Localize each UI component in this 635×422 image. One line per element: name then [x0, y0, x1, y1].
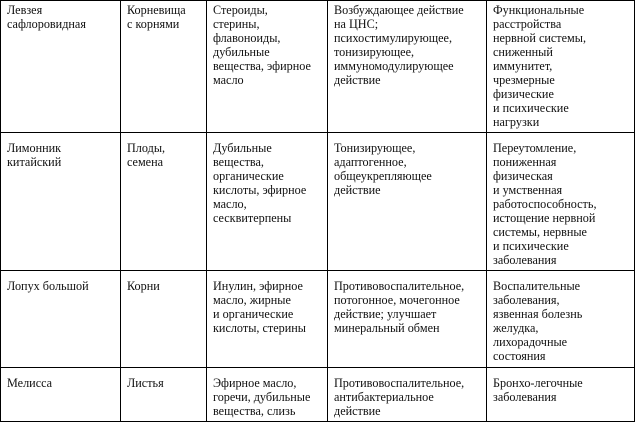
- plant-name-cell: Мелисса: [1, 368, 121, 422]
- action-cell: Противовоспалительное, антибактериальное действие: [328, 368, 487, 422]
- table-row: [1, 1, 635, 133]
- table-row: [1, 133, 635, 271]
- action-cell: Тонизирующее, адаптогенное, общеукрепляющее действие: [328, 133, 487, 271]
- indications-cell: Функциональные расстройства нервной системы, сниженный иммунитет, чрезмерные физические и психические нагрузки: [487, 1, 635, 133]
- action-cell: Возбуждающее действие на ЦНС; психостимулирующее, тонизирующее, иммуномодулирующее действие: [328, 1, 487, 133]
- action-cell: Противовоспалительное, потогонное, мочегонное действие; улучшает минеральный обмен: [328, 271, 487, 368]
- indications-cell: Переутомление, пониженная физическая и умственная работоспособность, истощение нервной системы, нервные и психические заболевания: [487, 133, 635, 271]
- indications-cell: Бронхо-легочные заболевания: [487, 368, 635, 422]
- plant-name-cell: Лимонник китайский: [1, 133, 121, 271]
- plant-part-cell: Листья: [121, 368, 207, 422]
- substances-cell: Стероиды, стерины, флавоноиды, дубильные вещества, эфирное масло: [207, 1, 328, 133]
- indications-cell: Воспалительные заболевания, язвенная болезнь желудка, лихорадочные состояния: [487, 271, 635, 368]
- substances-cell: Эфирное масло, горечи, дубильные вещества, слизь: [207, 368, 328, 422]
- plant-part-cell: Корневища с корнями: [121, 1, 207, 133]
- plant-part-cell: Плоды, семена: [121, 133, 207, 271]
- substances-cell: Инулин, эфирное масло, жирные и органические кислоты, стерины: [207, 271, 328, 368]
- plant-part-cell: Корни: [121, 271, 207, 368]
- plant-name-cell: Лопух большой: [1, 271, 121, 368]
- substances-cell: Дубильные вещества, органические кислоты, эфирное масло, сесквитерпены: [207, 133, 328, 271]
- plant-name-cell: Левзея сафлоровидная: [1, 1, 121, 133]
- table-row: [1, 271, 635, 368]
- table-row: [1, 368, 635, 422]
